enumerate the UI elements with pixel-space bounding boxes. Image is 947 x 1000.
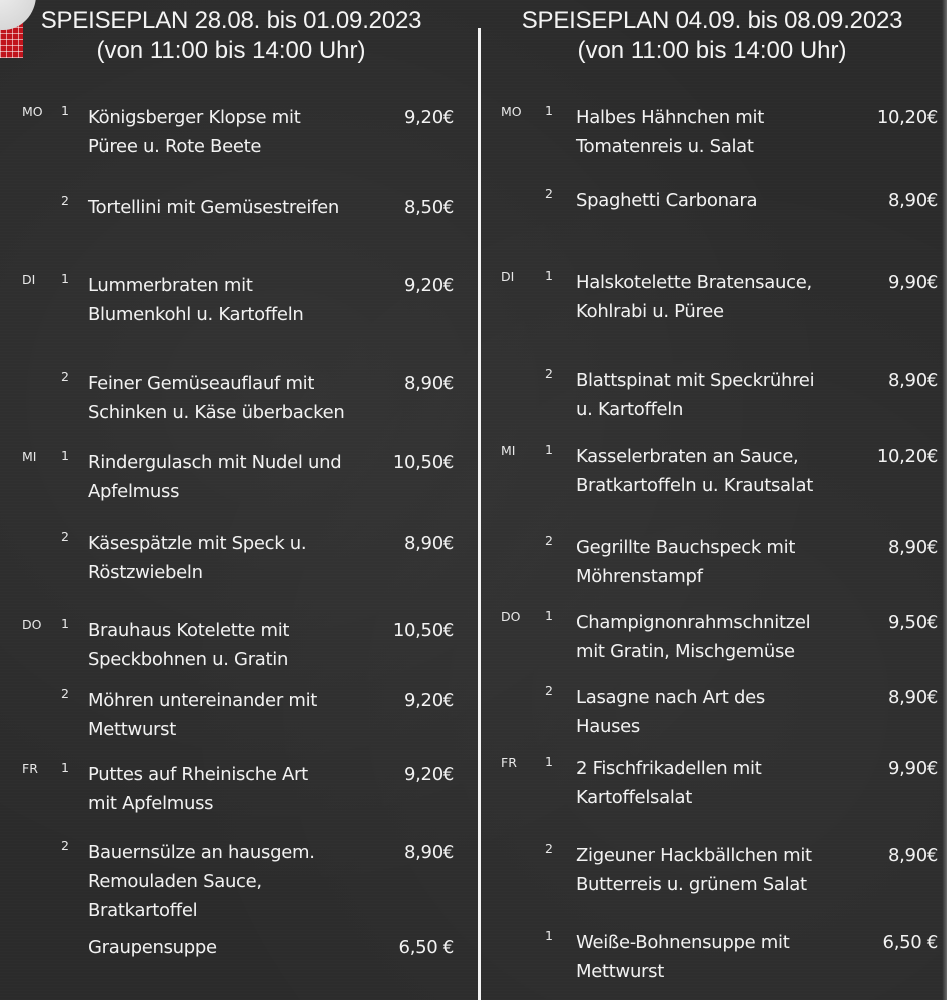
dish-number: 2 <box>545 683 553 698</box>
dish-price: 9,90€ <box>887 758 938 779</box>
day-label: MI <box>501 443 516 458</box>
dish-name: Tortellini mit Gemüsestreifen <box>88 197 339 218</box>
dish-name: Gegrillte Bauchspeck mit Möhrenstampf <box>576 537 796 587</box>
dish-price: 10,50€ <box>392 620 454 641</box>
dish-price: 9,20€ <box>403 690 454 711</box>
day-label: MO <box>501 104 522 119</box>
dish-number: 1 <box>61 271 69 286</box>
dish-name: Rindergulasch mit Nudel und Apfelmuss <box>88 452 342 502</box>
dish-number: 1 <box>61 760 69 775</box>
serving-hours: (von 11:00 bis 14:00 Uhr) <box>96 37 366 64</box>
dish-name: Feiner Gemüseauflauf mit Schinken u. Käse überbacken <box>88 373 345 423</box>
day-label: DO <box>22 617 42 632</box>
dish-name: Graupensuppe <box>88 937 217 958</box>
day-label: FR <box>22 761 38 776</box>
dish-name: Königsberger Klopse mit Püree u. Rote Beete <box>88 107 301 157</box>
day-label: DO <box>501 609 521 624</box>
dish-price: 8,90€ <box>887 190 938 211</box>
day-label: FR <box>501 755 517 770</box>
dish-price: 8,90€ <box>403 842 454 863</box>
day-label: MI <box>22 449 37 464</box>
dish-name: Zigeuner Hackbällchen mit Butterreis u. grünem Salat <box>576 845 812 895</box>
dish-price: 10,20€ <box>876 446 938 467</box>
dish-name: Halbes Hähnchen mit Tomatenreis u. Salat <box>576 107 764 157</box>
dish-number: 2 <box>545 186 553 201</box>
dish-price: 8,90€ <box>887 845 938 866</box>
dish-number: 1 <box>545 608 553 623</box>
dish-name: Halskotelette Bratensauce, Kohlrabi u. Püree <box>576 272 812 322</box>
dish-number: 1 <box>545 103 553 118</box>
dish-price: 9,20€ <box>403 764 454 785</box>
day-label: MO <box>22 104 43 119</box>
dish-name: Möhren untereinander mit Mettwurst <box>88 690 318 740</box>
dish-number: 1 <box>545 754 553 769</box>
dish-number: 2 <box>545 841 553 856</box>
serving-hours: (von 11:00 bis 14:00 Uhr) <box>577 37 847 64</box>
dish-price: 9,20€ <box>403 107 454 128</box>
dish-name: Weiße-Bohnensuppe mit Mettwurst <box>576 932 790 982</box>
dish-number: 1 <box>545 268 553 283</box>
dish-number: 2 <box>61 838 69 853</box>
dish-number: 1 <box>61 448 69 463</box>
dish-price: 8,50€ <box>403 197 454 218</box>
day-label: DI <box>22 272 36 287</box>
dish-name: Blattspinat mit Speckrührei u. Kartoffeln <box>576 370 815 420</box>
dish-name: Champignonrahmschnitzel mit Gratin, Mischgemüse <box>576 612 811 662</box>
dish-name: Brauhaus Kotelette mit Speckbohnen u. Gratin <box>88 620 290 670</box>
dish-name: Puttes auf Rheinische Art mit Apfelmuss <box>88 764 308 814</box>
week-title: SPEISEPLAN 04.09. bis 08.09.2023 <box>521 7 903 34</box>
dish-number: 1 <box>545 442 553 457</box>
dish-price: 10,50€ <box>392 452 454 473</box>
dish-number: 2 <box>545 533 553 548</box>
dish-name: 2 Fischfrikadellen mit Kartoffelsalat <box>576 758 762 808</box>
dish-price: 8,90€ <box>403 533 454 554</box>
week-title: SPEISEPLAN 28.08. bis 01.09.2023 <box>40 7 422 34</box>
week-header-1 <box>0 6 470 66</box>
dish-price: 8,90€ <box>887 537 938 558</box>
dish-name: Bauernsülze an hausgem. Remouladen Sauce, Bratkartoffel <box>88 842 315 921</box>
dish-price: 9,90€ <box>887 272 938 293</box>
dish-name: Käsespätzle mit Speck u. Röstzwiebeln <box>88 533 307 583</box>
dish-price: 10,20€ <box>876 107 938 128</box>
dish-name: Lasagne nach Art des Hauses <box>576 687 765 737</box>
dish-price: 8,90€ <box>403 373 454 394</box>
dish-number: 2 <box>545 366 553 381</box>
week-header-2 <box>479 6 945 66</box>
dish-number: 1 <box>61 103 69 118</box>
dish-name: Kasselerbraten an Sauce, Bratkartoffeln u. Krautsalat <box>576 446 813 496</box>
day-label: DI <box>501 269 515 284</box>
dish-price: 6,50 € <box>882 932 938 953</box>
dish-price: 6,50 € <box>398 937 454 958</box>
dish-number: 1 <box>545 928 553 943</box>
dish-number: 2 <box>61 369 69 384</box>
column-divider <box>478 28 481 1000</box>
dish-price: 8,90€ <box>887 370 938 391</box>
dish-name: Lummerbraten mit Blumenkohl u. Kartoffeln <box>88 275 304 325</box>
board-frame-edge <box>942 0 947 1000</box>
dish-name: Spaghetti Carbonara <box>576 190 758 211</box>
dish-price: 9,50€ <box>887 612 938 633</box>
dish-number: 2 <box>61 529 69 544</box>
dish-price: 9,20€ <box>403 275 454 296</box>
dish-number: 2 <box>61 686 69 701</box>
dish-number: 1 <box>61 616 69 631</box>
dish-number: 2 <box>61 193 69 208</box>
dish-price: 8,90€ <box>887 687 938 708</box>
